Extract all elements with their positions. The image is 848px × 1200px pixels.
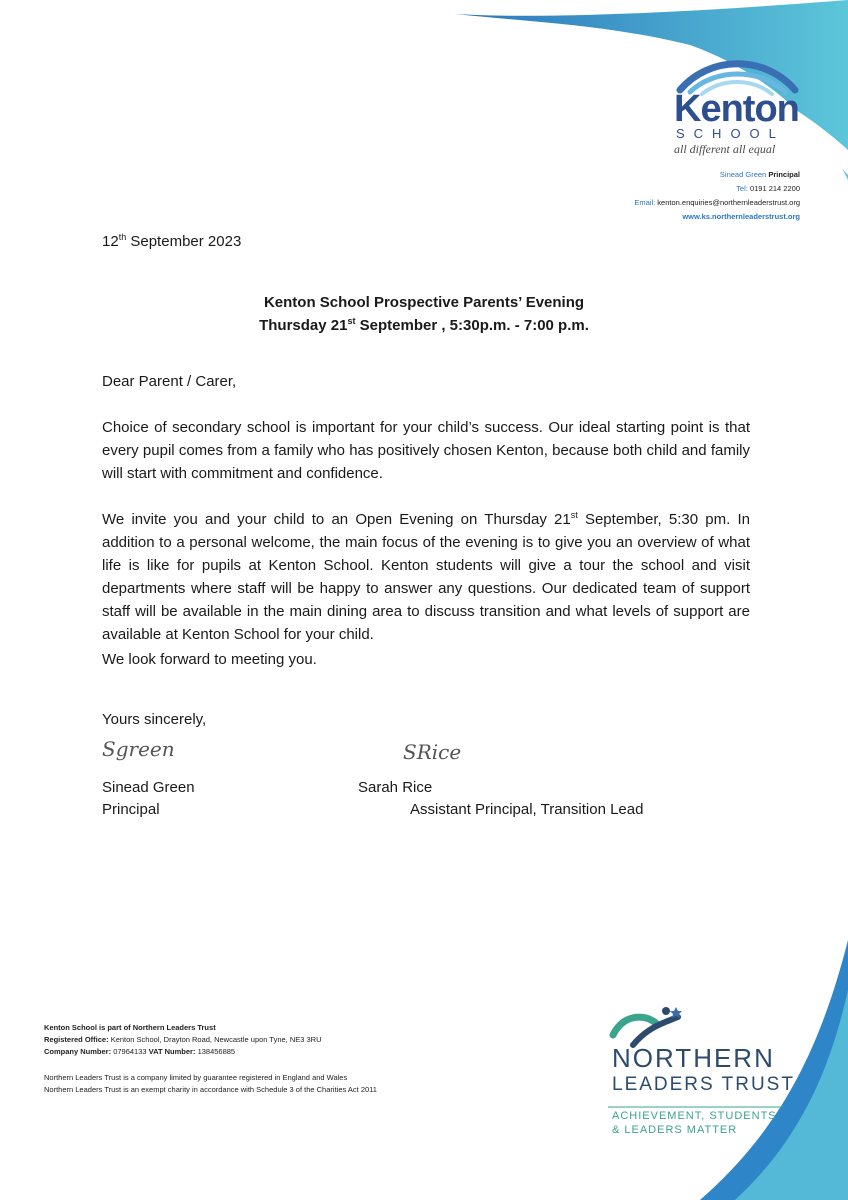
tel-line — [736, 184, 800, 193]
email-link[interactable]: kenton.enquiries@northernleaderstrust.org — [657, 198, 800, 207]
vat-value: 138456885 — [197, 1047, 236, 1056]
heading-line-1: Kenton School Prospective Parents’ Evening — [263, 294, 585, 311]
nlt-wordmark-northern: NORTHERN — [612, 1043, 775, 1073]
footer-company-numbers — [44, 1046, 235, 1057]
website-link[interactable]: www.ks.northernleaderstrust.org — [682, 212, 800, 221]
footer-legal-2: Northern Leaders Trust is an exempt charity in accordance with Schedule 3 of the Charities Act 2011 — [44, 1085, 377, 1094]
nlt-tagline-2: & LEADERS MATTER — [612, 1124, 738, 1136]
nlt-tagline-1: ACHIEVEMENT, STUDENTS — [612, 1110, 777, 1122]
vat-label: VAT Number: — [148, 1047, 196, 1056]
signatory-2-name: Sarah Rice — [358, 779, 433, 796]
heading-line-2-a: Thursday 21 — [259, 317, 348, 334]
signature-sarah-rice: SRice — [403, 740, 462, 764]
logo-wordmark: Kenton — [674, 88, 799, 130]
letter-heading — [0, 291, 848, 337]
letter-date — [102, 230, 241, 253]
closing: Yours sincerely, — [102, 711, 207, 728]
date-rest: September 2023 — [126, 233, 242, 250]
paragraph-2-sup: st — [570, 510, 578, 520]
date-suffix: th — [118, 232, 127, 242]
principal-name: Sinead Green — [719, 170, 767, 179]
logo-school-label: SCHOOL — [676, 126, 785, 141]
paragraph-3: We look forward to meeting you. — [102, 651, 317, 668]
registered-value: Kenton School, Drayton Road, Newcastle upon Tyne, NE3 3RU — [110, 1035, 322, 1044]
footer-legal-1: Northern Leaders Trust is a company limited by guarantee registered in England and Wales — [44, 1073, 348, 1082]
paragraph-2-b: September, 5:30 pm. In addition to a personal welcome, the main focus of the evening is to give you an overview of what life is like for pupils at Kenton School. Kenton students will give a tour the school and visit departments where staff will be happy to answer any questions. Our dedicated team of support staff will be available in the main dining area to discuss transition and what levels of support are available at Kenton School for your child. — [102, 511, 751, 643]
email-line — [634, 198, 800, 207]
registered-label: Registered Office: — [44, 1035, 109, 1044]
paragraph-2-a: We invite you and your child to an Open Evening on Thursday 21 — [102, 511, 571, 528]
date-day: 12 — [102, 233, 119, 250]
nlt-wordmark-leaders-trust: LEADERS TRUST — [612, 1074, 795, 1095]
email-label: Email: — [634, 198, 656, 207]
footer-registered-office — [44, 1034, 322, 1045]
tel-label: Tel: — [736, 184, 748, 193]
principal-title: Principal — [768, 170, 800, 179]
paragraph-1: Choice of secondary school is important for your child’s success. Our ideal starting point is that every pupil comes from a family who has positively chosen Kenton, because both child and family will start with commitment and confidence. — [102, 419, 750, 482]
principal-line — [720, 170, 800, 179]
signatory-1-name: Sinead Green — [102, 779, 195, 796]
footer-line-1 — [44, 1022, 216, 1033]
signatory-1-title: Principal — [102, 801, 160, 818]
signatory-2-title: Assistant Principal, Transition Lead — [410, 801, 644, 818]
company-label: Company Number: — [44, 1047, 112, 1056]
heading-line-2-sup: st — [347, 316, 356, 326]
tel-value: 0191 214 2200 — [749, 184, 800, 193]
paragraph-2 — [102, 508, 750, 646]
company-value: 07964133 — [113, 1047, 147, 1056]
footer-trust-membership: Kenton School is part of Northern Leaders Trust — [44, 1023, 216, 1032]
signature-sinead-green: Sgreen — [102, 737, 175, 761]
salutation: Dear Parent / Carer, — [102, 373, 237, 390]
logo-tagline: all different all equal — [674, 142, 776, 156]
heading-line-2-b: September , 5:30p.m. - 7:00 p.m. — [355, 317, 589, 334]
heading-line-2 — [0, 314, 848, 337]
